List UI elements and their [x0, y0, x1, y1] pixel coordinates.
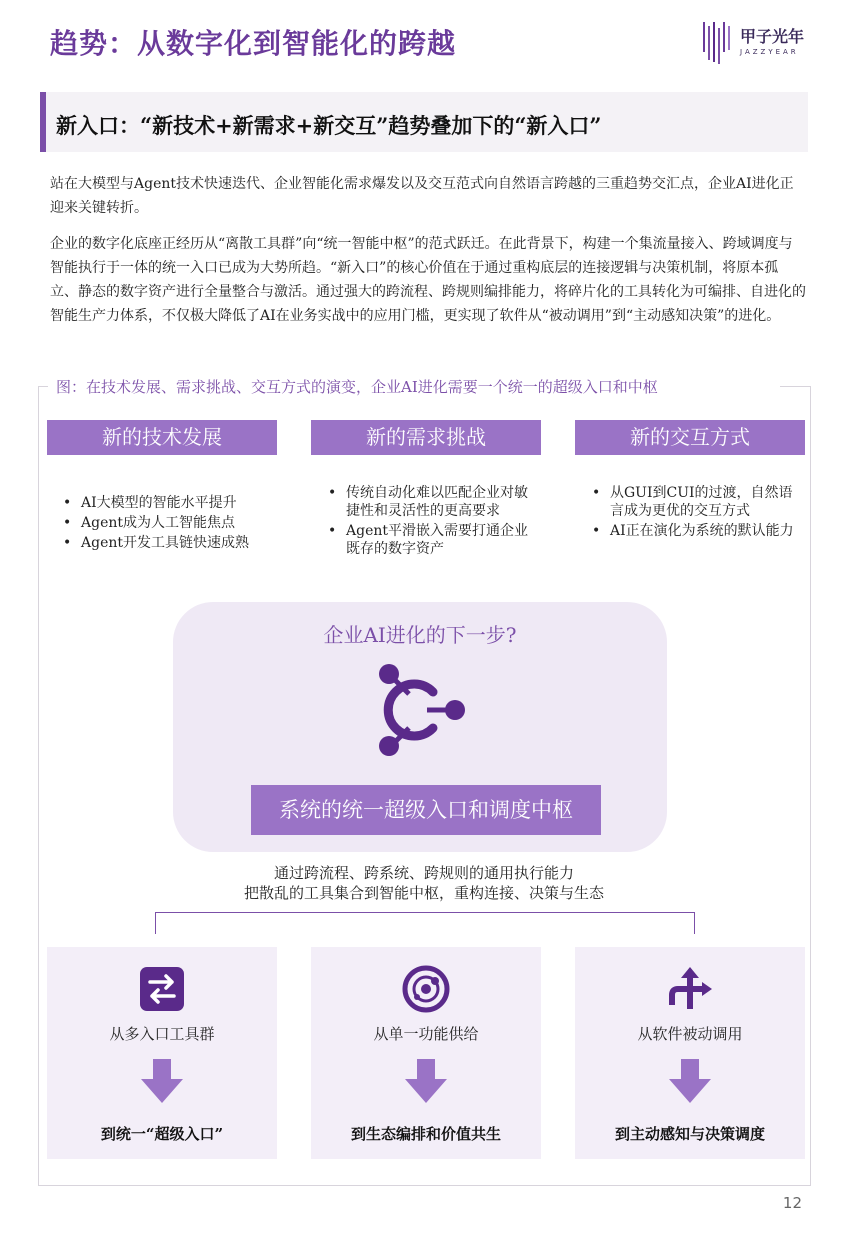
list-item: • 传统自动化难以匹配企业对敏捷性和灵活性的更高要求	[320, 484, 540, 520]
page-number: 12	[782, 1194, 802, 1212]
transition-card	[575, 947, 805, 1159]
center-subtext-line: 通过跨流程、跨系统、跨规则的通用执行能力	[273, 864, 574, 882]
center-question: 企业AI进化的下一步?	[323, 623, 517, 647]
card-to-text: 到统一“超级入口”	[100, 1125, 224, 1143]
list-item: • AI大模型的智能水平提升	[55, 494, 275, 512]
card-to-text: 到生态编排和价值共生	[350, 1125, 501, 1143]
page-title: 趋势：从数字化到智能化的跨越	[50, 27, 457, 60]
merge-arrows-icon	[666, 965, 714, 1013]
intro-paragraph: 站在大模型与Agent技术快速迭代、企业智能化需求爆发以及交互范式向自然语言跨越的三重趋势交汇点，企业AI进化正迎来关键转折。	[50, 176, 794, 216]
swap-arrows-icon	[138, 965, 186, 1013]
card-from-text: 从单一功能供给	[373, 1025, 479, 1043]
center-subtext-line: 把散乱的工具集合到智能中枢，重构连接、决策与生态	[243, 884, 604, 902]
bullet-list-demand	[320, 484, 540, 560]
figure-frame-top-left	[38, 386, 48, 387]
orbit-icon	[402, 965, 450, 1013]
card-from-text: 从多入口工具群	[109, 1025, 215, 1043]
down-arrow-icon	[405, 1059, 447, 1103]
bracket-connector	[155, 912, 695, 934]
logo-name-cn: 甲子光年	[740, 27, 805, 46]
transition-card	[47, 947, 277, 1159]
figure-caption: 图：在技术发展、需求挑战、交互方式的演变，企业AI进化需要一个统一的超级入口和中枢	[52, 376, 662, 397]
card-from-text: 从软件被动调用	[637, 1025, 743, 1043]
bullet-list-tech	[55, 494, 275, 554]
bullet-list-interaction	[584, 484, 804, 542]
card-to-text: 到主动感知与决策调度	[614, 1125, 765, 1143]
section-title: 新入口：“新技术+新需求+新交互”趋势叠加下的“新入口”	[56, 113, 602, 138]
list-item: • Agent平滑嵌入需要打通企业既存的数字资产	[320, 522, 540, 558]
list-item: • Agent成为人工智能焦点	[55, 514, 275, 532]
brand-logo	[702, 18, 814, 68]
body-paragraph: 企业的数字化底座正经历从“离散工具群”向“统一智能中枢”的范式跃迁。在此背景下，构建一个集流量接入、跨域调度与智能执行于一体的统一入口已成为大势所趋。“新入口”的核心价值在于通过重构底层的连接逻辑与决策机制，将原本孤立、静态的数字资产进行全量整合与激活。通过强大的跨流程、跨规则编排能力，将碎片化的工具转化为可编排、自进化的智能生产力体系，不仅极大降低了AI在业务实战中的应用门槛，更实现了软件从“被动调用”到“主动感知决策”的进化。	[50, 236, 806, 324]
logo-name-en: JAZZYEAR	[740, 48, 799, 56]
down-arrow-icon	[141, 1059, 183, 1103]
column-heading-tech: 新的技术发展	[47, 420, 277, 455]
list-item: • Agent开发工具链快速成熟	[55, 534, 275, 552]
center-label: 系统的统一超级入口和调度中枢	[251, 785, 601, 835]
hub-network-icon	[375, 660, 465, 760]
transition-card	[311, 947, 541, 1159]
list-item: • AI正在演化为系统的默认能力	[584, 522, 804, 540]
logo-bars-icon	[702, 20, 732, 66]
column-heading-interaction: 新的交互方式	[575, 420, 805, 455]
list-item: • 从GUI到CUI的过渡，自然语言成为更优的交互方式	[584, 484, 804, 520]
down-arrow-icon	[669, 1059, 711, 1103]
figure-frame-top-right	[780, 386, 811, 387]
column-heading-demand: 新的需求挑战	[311, 420, 541, 455]
